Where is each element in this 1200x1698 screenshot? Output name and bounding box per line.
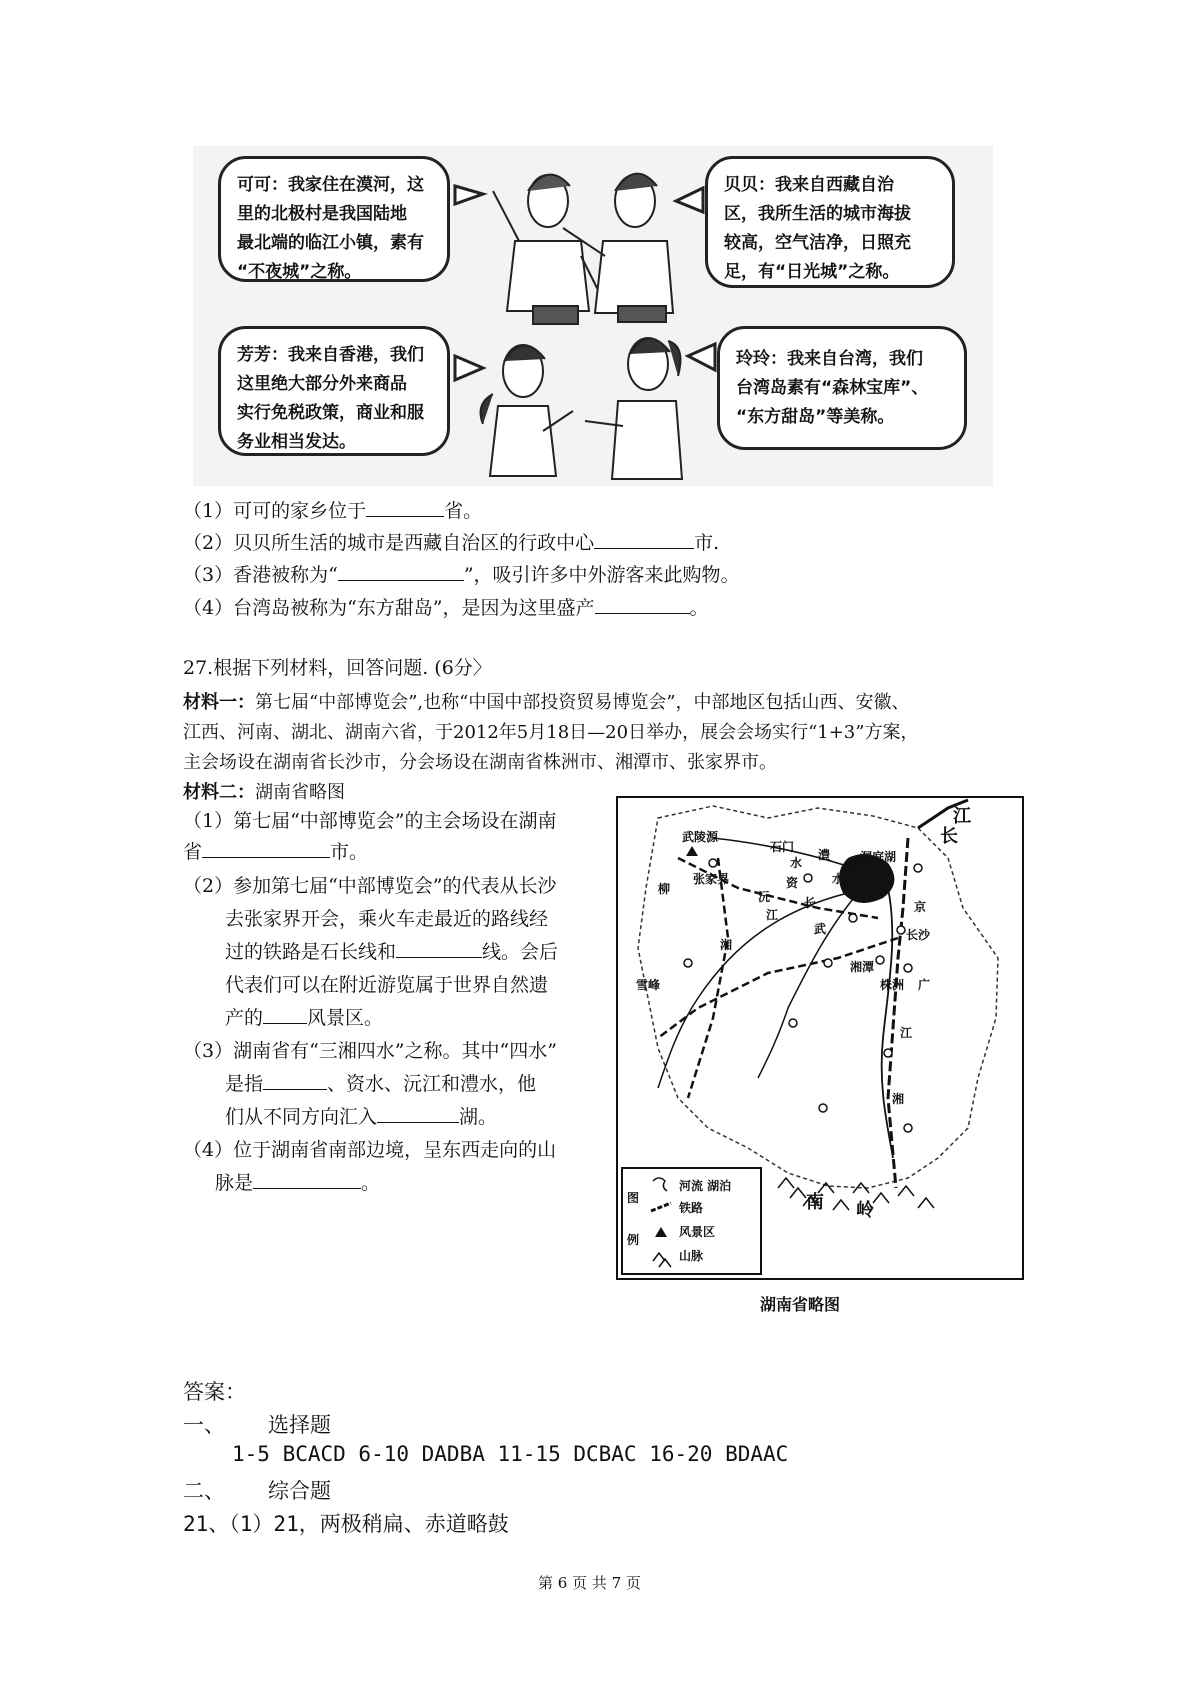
- city-changde: [804, 874, 812, 882]
- q-text: 省: [183, 841, 203, 863]
- map-label-xiangtan: 湘潭: [850, 960, 875, 974]
- q-text: （3）香港被称为“: [183, 564, 338, 586]
- city-changsha: [897, 926, 905, 934]
- legend-mountain: 山脉: [679, 1249, 704, 1263]
- bubble-line: 台湾岛素有“森林宝库”、: [736, 378, 929, 398]
- material-text: 第七届“中部博览会”,也称“中国中部投资贸易博览会”，中部地区包括山西、安徽、: [255, 692, 910, 713]
- q26-item-2: [183, 530, 719, 556]
- q27-s1-line1: （1）第七届“中部博览会”的主会场设在湖南: [183, 810, 557, 832]
- answer-blank[interactable]: [366, 498, 444, 517]
- q-text: 过的铁路是石长线和: [225, 941, 397, 963]
- legend-river-lake: 河流 湖泊: [679, 1179, 732, 1193]
- bubble-line: 里的北极村是我国陆地: [237, 204, 407, 224]
- answer-blank[interactable]: [202, 839, 330, 858]
- answers-section-2-number: 二、: [183, 1479, 225, 1503]
- q26-item-1: [183, 498, 482, 524]
- q-text: （4）台湾岛被称为“东方甜岛”，是因为这里盛产: [183, 597, 595, 619]
- q27-s3-line3: [225, 1104, 497, 1130]
- q-text: 、资水、沅江和澧水，他: [327, 1073, 537, 1095]
- bubble-line: 较高，空气洁净，日照充: [724, 233, 911, 253]
- q27-s3-line1: （3）湖南省有“三湘四水”之称。其中“四水”: [183, 1040, 557, 1062]
- q27-s4-line2: [215, 1170, 380, 1196]
- city-yueyang: [914, 864, 922, 872]
- answer-blank[interactable]: [338, 562, 464, 581]
- city-chenzhou: [904, 1124, 912, 1132]
- q-text: ”，吸引许多中外游客来此购物。: [463, 564, 740, 586]
- bubble-line: 这里绝大部分外来商品: [237, 374, 407, 394]
- map-caption: 湖南省略图: [760, 1295, 841, 1314]
- answer-blank[interactable]: [595, 595, 690, 614]
- map-label-liu: 柳: [658, 882, 671, 896]
- city-yongzhou: [819, 1104, 827, 1112]
- q-text: 们从不同方向汇入: [225, 1106, 378, 1128]
- hunan-map: [616, 796, 1024, 1280]
- railway-jingguang: [888, 838, 908, 1188]
- map-label-zhangjiajie: 张家界: [693, 872, 730, 886]
- q-text: 市.: [694, 532, 720, 554]
- material-1-line: 主会场设在湖南省长沙市，分会场设在湖南省株洲市、湘潭市、张家界市。: [183, 752, 777, 773]
- material-2-label: 材料二：: [183, 782, 255, 803]
- bubble-line: 最北端的临江小镇，素有: [237, 233, 424, 253]
- map-label-jiang: 江: [953, 806, 971, 827]
- material-1-label: 材料一：: [183, 692, 255, 713]
- legend-railway: 铁路: [679, 1201, 704, 1215]
- map-label-wulingyuan: 武陵源: [682, 830, 719, 844]
- q-text: 产的: [225, 1007, 264, 1029]
- map-label-shui: 水: [790, 856, 803, 870]
- q27-s2-line2: 去张家界开会，乘火车走最近的路线经: [225, 908, 549, 930]
- city-huaihua: [684, 959, 692, 967]
- bubble-line: 玲玲：我来自台湾，我们: [736, 349, 923, 369]
- bubble-line: 足，有“日光城”之称。: [724, 262, 900, 282]
- boy-keke-figure: [493, 175, 601, 324]
- map-label-zi: 资: [786, 876, 799, 890]
- comic-illustration: [193, 146, 993, 486]
- q27-s1-line2: [183, 839, 368, 865]
- material-1: [183, 688, 918, 778]
- map-label-xiang: 湘: [720, 938, 733, 952]
- q27-s2-line1: （2）参加第七届“中部博览会”的代表从长沙: [183, 875, 557, 897]
- city-yiyang: [849, 914, 857, 922]
- map-label-yuan: 沅: [758, 890, 771, 904]
- city-zhangjiajie: [709, 859, 717, 867]
- q-text: 。: [689, 597, 709, 619]
- q-text: 市。: [330, 841, 369, 863]
- q27-s2-line3: [225, 939, 558, 965]
- map-label-jiang2: 江: [766, 908, 779, 922]
- girl-fangfang-figure: [481, 345, 573, 476]
- bubble-line: 可可：我家住在漠河，这: [237, 175, 424, 195]
- scenic-area-marker: [686, 846, 698, 856]
- q27-s2-line5: [225, 1005, 383, 1031]
- map-label-xiang2: 湘: [892, 1092, 905, 1106]
- bubble-line: 贝贝：我来自西藏自治: [724, 175, 894, 195]
- map-label-chang: 长: [940, 826, 958, 847]
- q27-title: 27.根据下列材料，回答问题. (6分〉: [183, 657, 492, 679]
- q-text: 。: [361, 1172, 381, 1194]
- speech-bubble-beibei: [705, 156, 955, 288]
- railway-xiangqian: [658, 938, 898, 1038]
- city-zhuzhou: [904, 964, 912, 972]
- city-markers: [684, 859, 922, 1132]
- q-text: 脉是: [215, 1172, 254, 1194]
- map-label-chang2: 长: [804, 896, 817, 910]
- map-label-changsha: 长沙: [906, 928, 931, 942]
- railway-zhiliu: [688, 858, 728, 1098]
- map-label-jing: 京: [914, 900, 927, 914]
- map-label-guang: 广: [918, 978, 931, 992]
- material-2: [183, 778, 345, 808]
- answer-blank[interactable]: [253, 1170, 361, 1189]
- legend-scenic: 风景区: [679, 1225, 716, 1239]
- answers-section-1-number: 一、: [183, 1413, 225, 1437]
- q26-item-3: [183, 562, 740, 588]
- bubble-line: 实行免税政策，商业和服: [237, 403, 424, 423]
- answer-blank[interactable]: [396, 939, 482, 958]
- map-label-dongting: 洞庭湖: [860, 850, 897, 864]
- answers-title: 答案：: [183, 1380, 246, 1404]
- material-text: 湖南省略图: [255, 782, 345, 803]
- xiang-river: [882, 888, 893, 1158]
- material-1-line: [183, 688, 918, 718]
- q27-s4-line1: （4）位于湖南省南部边境，呈东西走向的山: [183, 1139, 557, 1161]
- answers-section-1-title: 选择题: [268, 1413, 331, 1437]
- map-label-shimen: 石门: [770, 840, 795, 854]
- material-1-line: 江西、河南、湖北、湖南六省，于2012年5月18日—20日举办，展会会场实行“1+3”方案，: [183, 722, 919, 743]
- city-loudi: [824, 959, 832, 967]
- speech-bubble-keke: [218, 156, 450, 282]
- legend-title-bottom: 例: [627, 1233, 640, 1247]
- map-label-jiang3: 江: [900, 1026, 913, 1040]
- q-text: 线。会后: [482, 941, 559, 963]
- answer-blank[interactable]: [263, 1005, 307, 1024]
- page-number-footer: 第 6 页 共 7 页: [538, 1574, 641, 1592]
- city-xiangtan: [876, 956, 884, 964]
- bubble-line: 务业相当发达。: [237, 432, 356, 452]
- map-label-wu: 武: [814, 922, 827, 936]
- legend-title-top: 图: [627, 1191, 640, 1205]
- map-label-nan: 南: [806, 1192, 824, 1213]
- answers-choice-line: 1-5 BCACD 6-10 DADBA 11-15 DCBAC 16-20 BDAAC: [232, 1442, 789, 1466]
- answers-section-2-title: 综合题: [268, 1479, 331, 1503]
- q-text: 省。: [444, 500, 483, 522]
- q26-item-4: [183, 595, 709, 621]
- speech-bubble-lingling: [717, 326, 967, 450]
- city-hengyang: [884, 1049, 892, 1057]
- province-boundary: [638, 806, 998, 1188]
- map-label-ling: 岭: [856, 1200, 874, 1221]
- q-text: 湖。: [459, 1106, 498, 1128]
- map-label-zhuzhou: 株洲: [880, 978, 905, 992]
- girl-lingling-figure: [585, 338, 682, 479]
- q27-s2-line4: 代表们可以在附近游览属于世界自然遗: [225, 974, 549, 996]
- bubble-line: “东方甜岛”等美称。: [736, 407, 895, 427]
- q27-s3-line2: [225, 1071, 536, 1097]
- map-label-xuefeng: 雪峰: [636, 978, 661, 992]
- city-shaoyang: [789, 1019, 797, 1027]
- map-legend: [621, 1167, 762, 1275]
- q-text: 风景区。: [307, 1007, 384, 1029]
- bubble-line: 芳芳：我来自香港，我们: [237, 345, 424, 365]
- answers-line-21: 21、（1）21，两极稍扁、赤道略鼓: [183, 1512, 509, 1536]
- q-text: （1）可可的家乡位于: [183, 500, 367, 522]
- answer-blank[interactable]: [594, 530, 694, 549]
- bubble-line: 区，我所生活的城市海拔: [724, 204, 911, 224]
- answer-blank[interactable]: [263, 1071, 327, 1090]
- q-text: 是指: [225, 1073, 264, 1095]
- answer-blank[interactable]: [377, 1104, 459, 1123]
- bubble-line: “不夜城”之称。: [237, 262, 362, 282]
- map-label-li: 澧: [818, 848, 831, 862]
- map-label-shui2: 水: [832, 872, 845, 886]
- q-text: （2）贝贝所生活的城市是西藏自治区的行政中心: [183, 532, 595, 554]
- legend-symbols: [647, 1171, 677, 1271]
- speech-bubble-fangfang: [218, 326, 450, 456]
